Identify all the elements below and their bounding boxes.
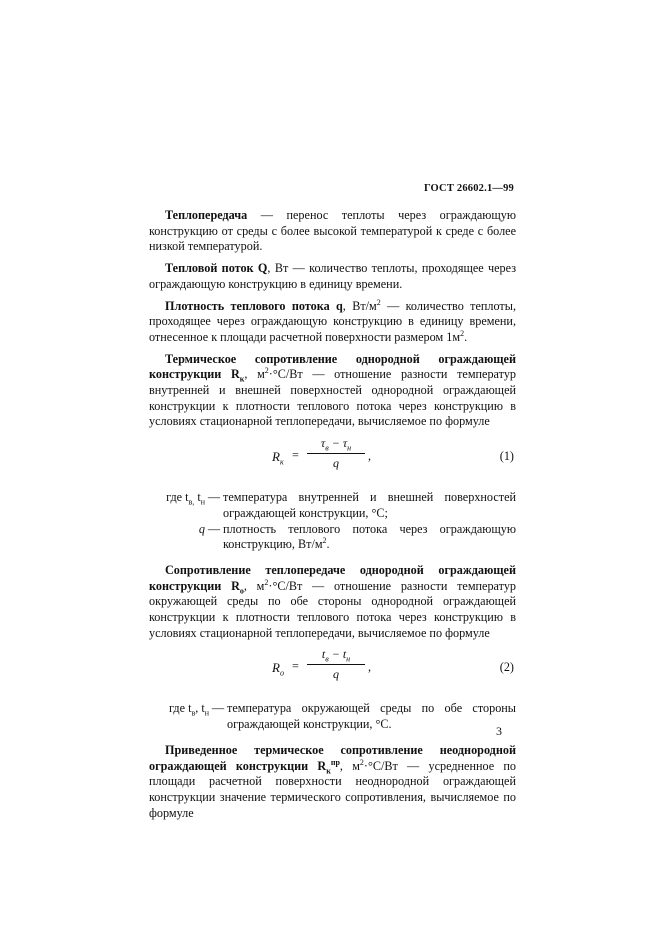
legend-dash: — <box>211 701 225 716</box>
term-sup: пр <box>330 757 340 767</box>
unit-text: ·°С/Вт <box>363 758 398 773</box>
formula-comma: , <box>368 660 372 675</box>
formula-fraction <box>307 647 365 682</box>
document-code-header: ГОСТ 26602.1—99 <box>423 183 514 194</box>
formula-denominator: q <box>333 455 339 470</box>
definition-heat-flow <box>149 261 516 292</box>
formula-denominator: q <box>333 667 339 682</box>
legend-dash: — <box>207 490 221 505</box>
term-sub: к <box>239 374 245 384</box>
term: Сопротивление теплопередаче однородной ограждающей конструкции R <box>149 562 516 593</box>
formula-lhs: $R_о$ <box>272 660 284 679</box>
unit-text: , м <box>339 758 360 773</box>
term-sub: к <box>326 766 331 776</box>
definition-text: — усредненное по площади расчетной поверхности неоднородной ограждающей конструкции значение термического сопротивления, вычисляемое по формуле <box>149 758 516 820</box>
page-number: 3 <box>496 724 502 738</box>
unit-sup: 2 <box>376 297 381 307</box>
term: Тепловой поток Q <box>165 261 268 276</box>
unit-sup: 2 <box>359 757 364 767</box>
definition-heat-transfer-resistance <box>149 563 516 642</box>
legend-symbol: где $t_{в,}$ $t_н$ <box>166 490 205 507</box>
unit-text: ·°С/Вт <box>268 578 303 593</box>
unit-text: , м <box>244 367 265 382</box>
legend-definition: плотность теплового потока через ограждающую конструкцию, $Вт/м^2$. <box>223 521 516 552</box>
definition-text: — перенос теплоты через ограждающую конструкцию от среды с более высокой температурой к среде с более низкой температурой. <box>149 208 516 254</box>
definition-text: — отношение разности температур окружающей среды по обе стороны однородной ограждающей конструкции к плотности теплового потока через конструкцию в условиях стационарной теплопередачи, вычисляемое по формуле <box>149 578 517 640</box>
definition-heat-transfer <box>149 208 516 255</box>
definition-thermal-resistance <box>149 352 516 431</box>
formula-eq: = <box>292 448 299 463</box>
term: Приведенное термическое сопротивление неоднородной ограждающей конструкции R <box>149 742 516 773</box>
unit-sup: 2 <box>264 577 269 587</box>
formula-number: (1) <box>499 449 514 464</box>
legend-definition: температура внутренней и внешней поверхностей ограждающей конструкции, °С; <box>223 490 516 520</box>
legend-dash: — <box>207 521 221 536</box>
formula-numerator: $t_в - t_н$ <box>307 647 365 665</box>
definition-text: — отношение разности температур внутренней и внешней поверхностей однородной ограждающей конструкции к плотности теплового потока через конструкцию в условиях стационарной теплопередачи, вычисляемое по формуле <box>149 367 517 429</box>
formula-1-legend <box>149 490 516 553</box>
unit-text: , м <box>243 578 265 593</box>
term-sub: о <box>239 586 244 596</box>
legend-symbol: где $t_в$, $t_н$ <box>169 701 209 718</box>
formula-eq: = <box>292 659 299 674</box>
term: Теплопередача <box>165 208 248 222</box>
document-body <box>149 208 516 827</box>
punct: . <box>464 329 468 344</box>
formula-lhs: $R_к$ <box>272 449 284 467</box>
unit-text: , Вт/м <box>342 298 377 313</box>
unit-sup: 2 <box>264 366 269 376</box>
definition-text: , Вт — количество теплоты, проходящее через ограждающую конструкцию в единицу времени. <box>149 261 517 291</box>
definition-text: — количество теплоты, проходящее через ограждающую конструкцию в единицу времени, отнесенное к площади расчетной поверхности размером 1м <box>149 298 516 344</box>
unit-sup: 2 <box>460 328 465 338</box>
term: Плотность теплового потока q <box>165 298 343 313</box>
formula-2-legend <box>149 701 516 732</box>
formula-2 <box>149 647 516 691</box>
term: Термическое сопротивление однородной ограждающей конструкции R <box>149 351 516 382</box>
legend-definition: температура окружающей среды по обе стороны ограждающей конструкции, °С. <box>227 701 516 732</box>
formula-number: (2) <box>499 660 514 675</box>
unit-text: ·°С/Вт <box>268 367 303 382</box>
formula-numerator: $\tau_в - \tau_н$ <box>307 436 365 454</box>
formula-fraction <box>307 436 365 471</box>
formula-1 <box>149 436 516 480</box>
definition-heat-flux-density <box>149 299 516 346</box>
formula-comma: , <box>368 449 372 464</box>
legend-symbol: q <box>198 521 205 536</box>
definition-reduced-thermal-resistance <box>149 743 516 822</box>
